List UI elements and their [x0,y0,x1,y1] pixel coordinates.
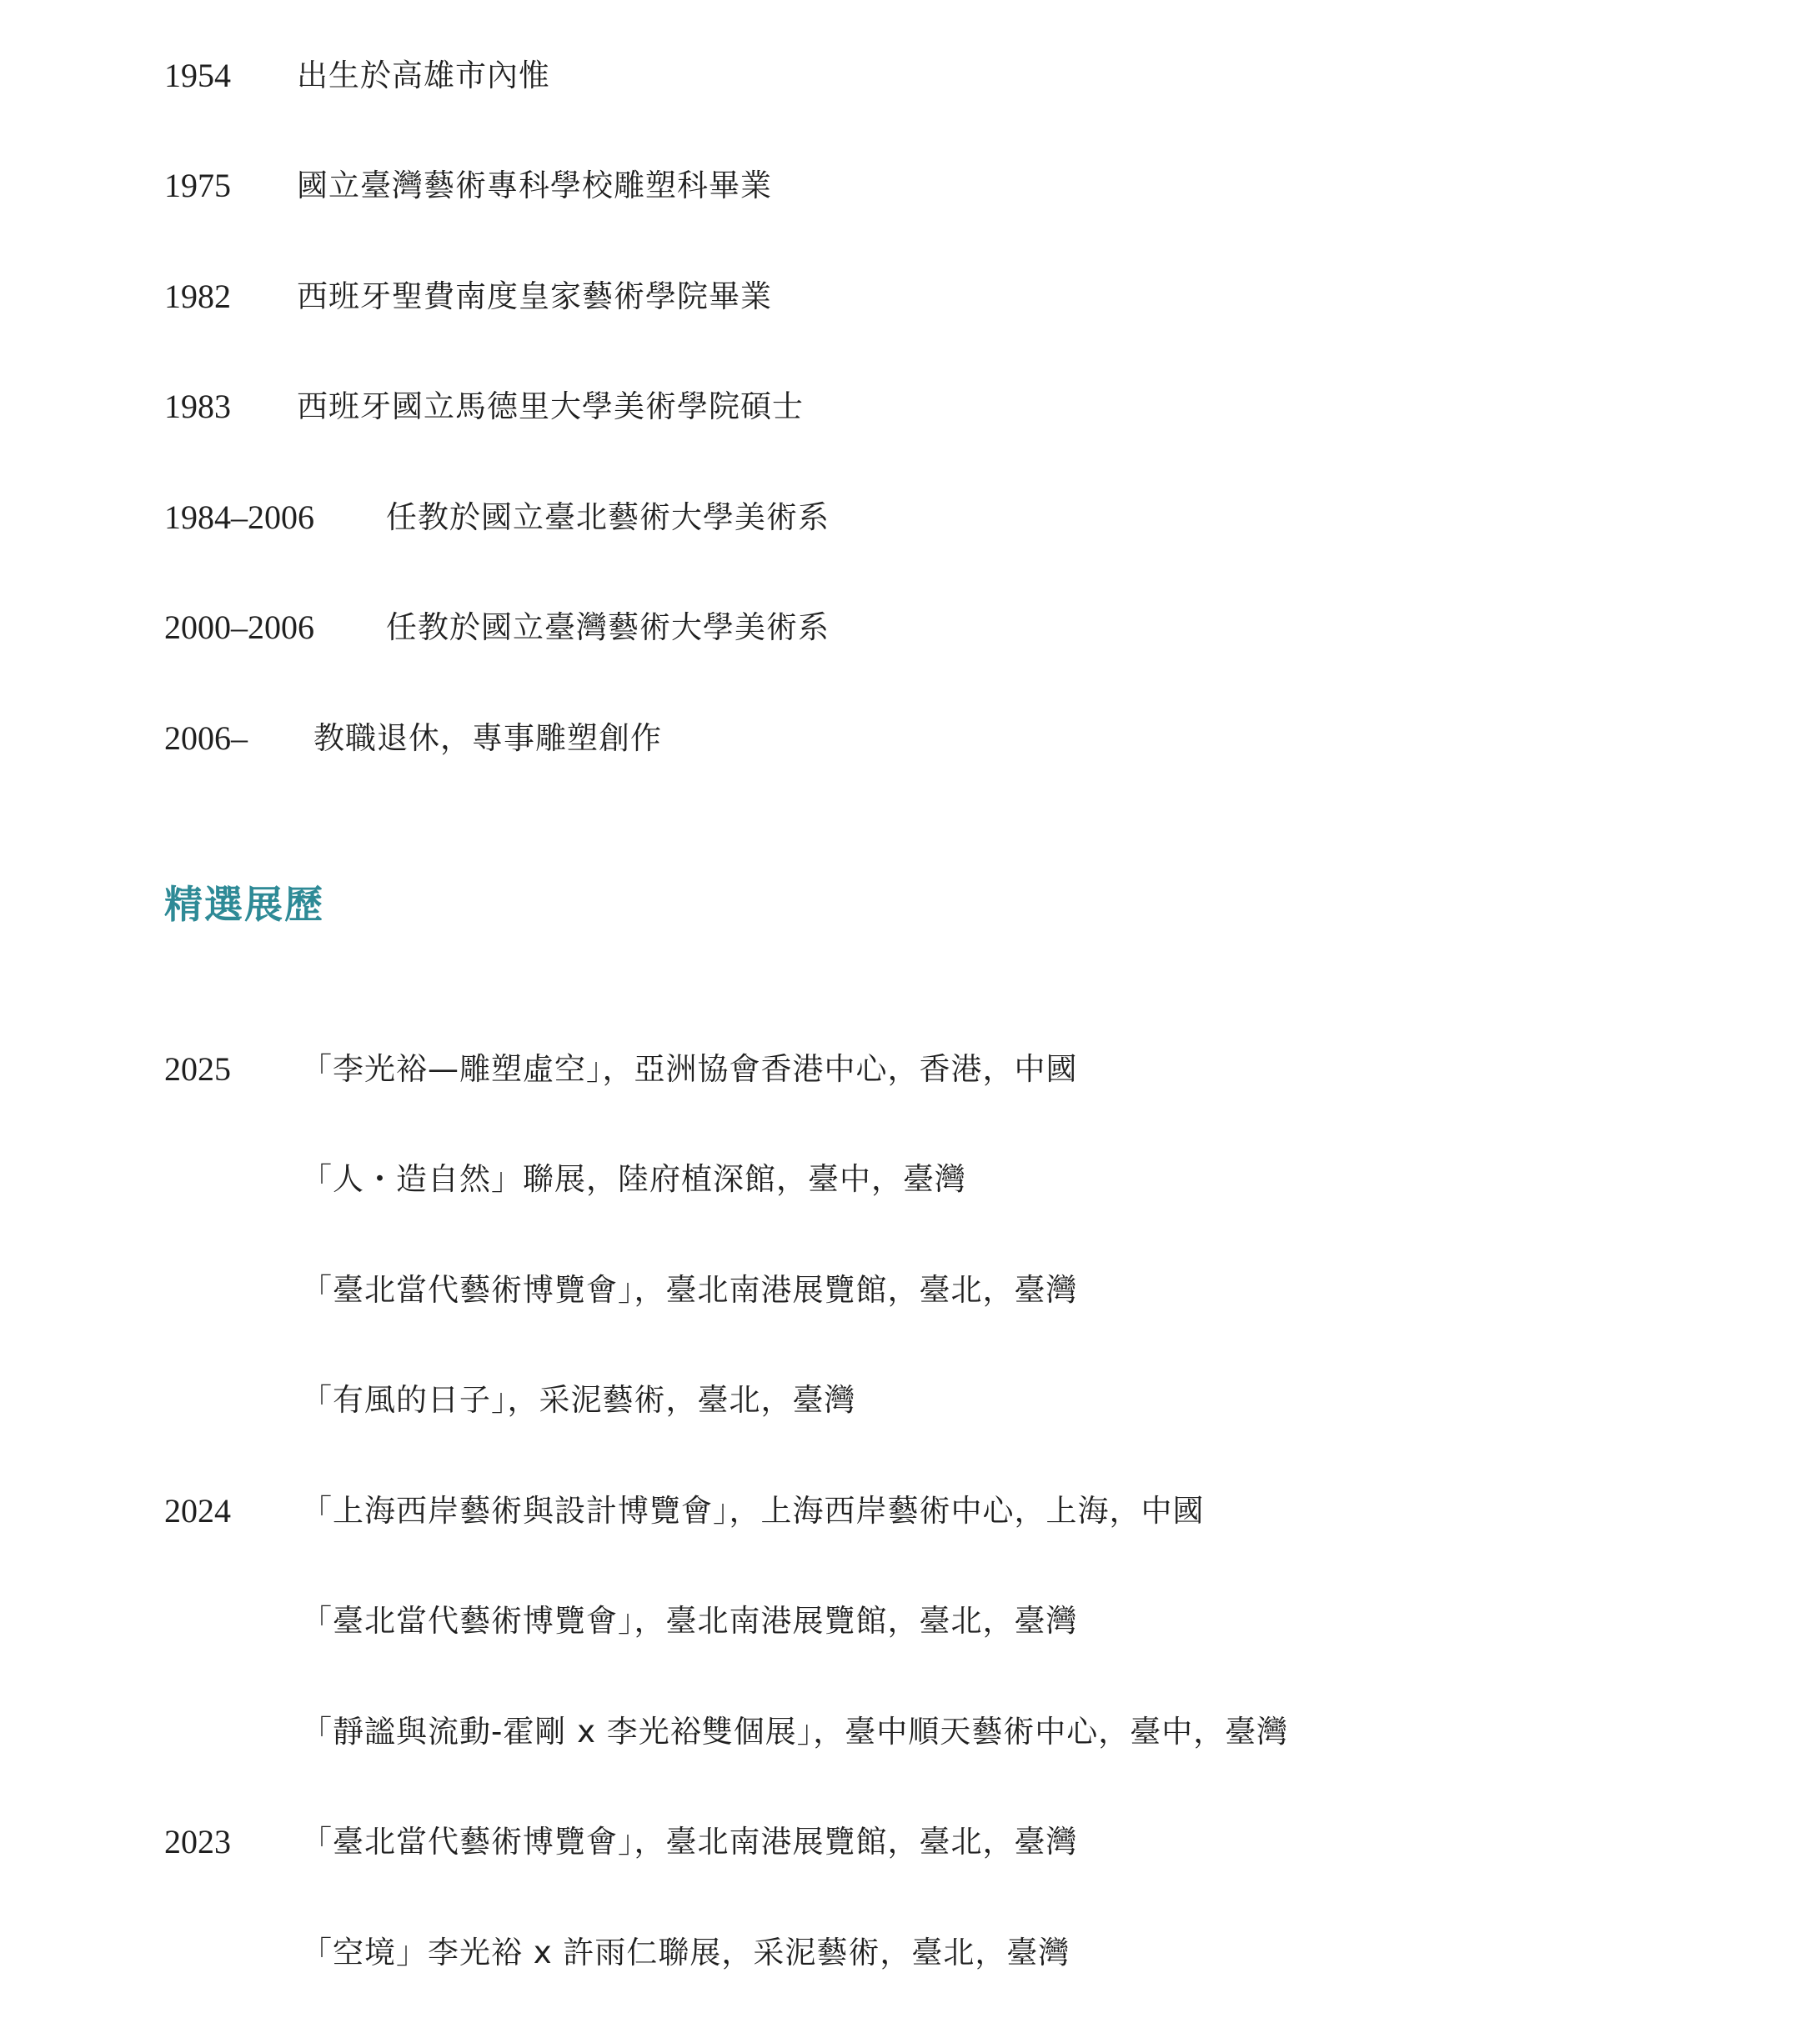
bio-text: 教職退休，專事雕塑創作 [313,720,662,756]
exhibition-text: 「臺北當代藝術博覽會」，臺北南港展覽館，臺北，臺灣 [301,1824,1078,1860]
bio-year: 2006– [164,719,248,757]
exhibition-year: 2023 [164,1823,231,1860]
exhibition-year: 2024 [164,1492,231,1530]
exhibition-text: 「李光裕—雕塑虛空」，亞洲協會香港中心，香港，中國 [301,1051,1078,1087]
bio-text: 西班牙聖費南度皇家藝術學院畢業 [297,278,772,314]
bio-year: 1982 [164,278,231,315]
exhibition-text: 「上海西岸藝術與設計博覽會」，上海西岸藝術中心，上海，中國 [301,1493,1205,1529]
bio-text: 國立臺灣藝術專科學校雕塑科畢業 [297,168,772,203]
bio-year: 1983 [164,388,231,425]
exhibition-text: 「空境」李光裕 x 許雨仁聯展，采泥藝術，臺北，臺灣 [301,1935,1070,1970]
bio-year: 2000–2006 [164,608,314,646]
bio-year: 1954 [164,57,231,94]
exhibition-text: 「人・造自然」聯展，陸府植深館，臺中，臺灣 [301,1161,966,1197]
bio-text: 任教於國立臺北藝術大學美術系 [386,499,830,535]
exhibition-text: 「臺北當代藝術博覽會」，臺北南港展覽館，臺北，臺灣 [301,1603,1078,1639]
bio-text: 出生於高雄市內惟 [297,58,550,93]
exhibition-text: 「有風的日子」，采泥藝術，臺北，臺灣 [301,1382,856,1418]
exhibition-year: 2025 [164,1050,231,1088]
bio-text: 任教於國立臺灣藝術大學美術系 [386,609,830,645]
bio-year: 1975 [164,167,231,204]
exhibition-text: 「臺北當代藝術博覽會」，臺北南港展覽館，臺北，臺灣 [301,1272,1078,1308]
exhibitions-heading: 精選展歷 [164,882,324,927]
bio-year: 1984–2006 [164,498,314,536]
exhibition-text: 「靜謐與流動-霍剛 x 李光裕雙個展」，臺中順天藝術中心，臺中，臺灣 [301,1714,1289,1750]
bio-text: 西班牙國立馬德里大學美術學院碩士 [297,388,804,424]
